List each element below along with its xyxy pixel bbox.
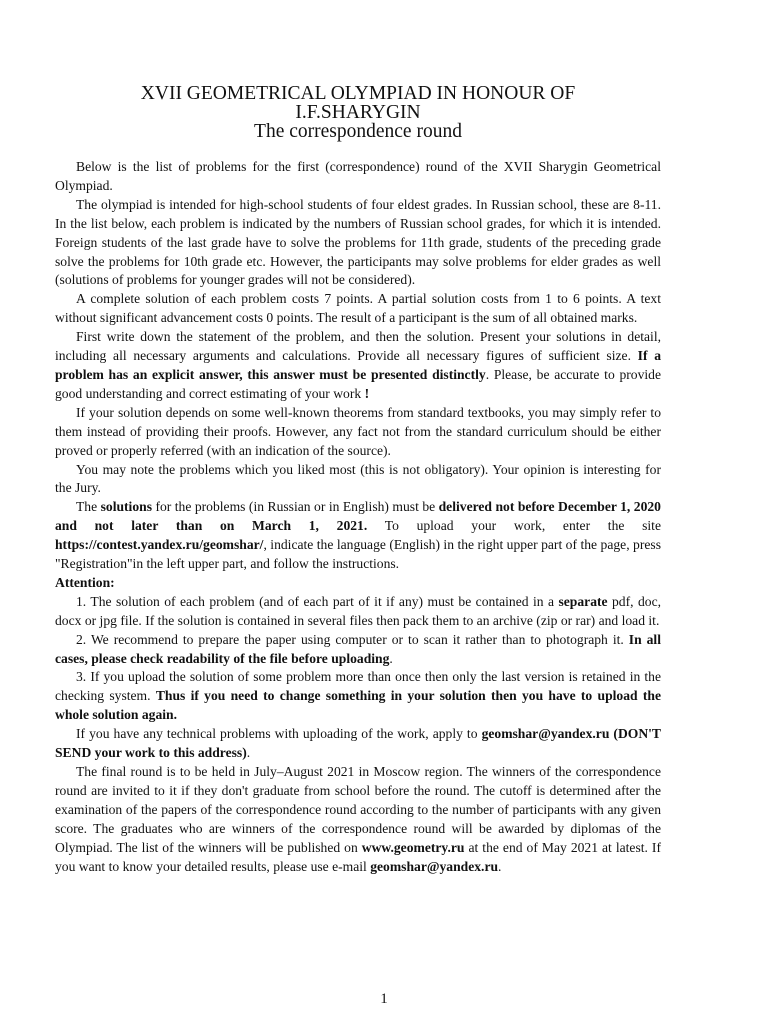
paragraph-theorems: If your solution depends on some well-known theorems from standard textbooks, you may simply refer to them instead of providing their proofs. However, any fact not from the standard curriculum should be either proved or properly referred (with an indication of the source). xyxy=(55,404,661,458)
emphasis-text: ! xyxy=(364,385,370,401)
attention-label: Attention: xyxy=(55,574,115,590)
title-line-2: I.F.SHARYGIN xyxy=(295,102,421,123)
text-segment: First write down the statement of the problem, and then the solution. Present your solutions in detail, including all necessary arguments and calculations. Provide all necessary figures of sufficient size. xyxy=(55,329,661,364)
text-segment: at the end of May 2021 at latest. If you want to know your detailed results, please use e-mail xyxy=(55,839,661,874)
paragraph-rule-2 xyxy=(55,631,661,669)
deadline-text: delivered not before December 1, 2020 and not later than on March 1, 2021. xyxy=(55,499,661,534)
text-segment: The final round is to be held in July–August 2021 in Moscow region. The winners of the correspondence round are invited to it if they don't graduate from school before the round. The cutoff is determined after the examination of the papers of the correspondence round according to the number of participants with any given score. The graduates who are winners of the correspondence round will be awarded by diplomas of the Olympiad. The list of the winners will be published on xyxy=(55,764,661,855)
paragraph-submission xyxy=(55,498,661,574)
text-segment: 1. The solution of each problem (and of each part of it if any) must be contained in a xyxy=(76,593,559,609)
text-segment: The xyxy=(76,499,101,515)
paragraph-rule-1 xyxy=(55,593,661,631)
email-link[interactable]: geomshar@yandex.ru (DON'T SEND your work to this address) xyxy=(55,726,661,761)
text-segment: 3. If you upload the solution of some problem more than once then only the last version is retained in the checking system. xyxy=(55,669,661,704)
attention-heading xyxy=(55,574,661,593)
geometry-site-link[interactable]: www.geometry.ru xyxy=(361,839,465,855)
document-page xyxy=(55,84,661,876)
paragraph-technical xyxy=(55,725,661,763)
paragraph-final-round xyxy=(55,763,661,876)
text-segment: . Please, be accurate to provide good understanding and correct estimating of your work xyxy=(55,366,661,401)
page-number: 1 xyxy=(380,991,388,1007)
paragraph-rule-3 xyxy=(55,668,661,725)
emphasis-text: solutions xyxy=(100,499,152,515)
text-segment: If you have any technical problems with uploading of the work, apply to xyxy=(76,726,482,742)
paragraph-scoring: A complete solution of each problem costs 7 points. A partial solution costs from 1 to 6 points. A text without significant advancement costs 0 points. The result of a participant is the sum of all obtained marks. xyxy=(55,291,661,326)
text-segment: To upload your work, enter the site xyxy=(367,518,661,534)
text-segment: pdf, doc, docx or jpg file. If the solution is contained in several files then pack them to an archive (zip or rar) and load it. xyxy=(55,593,662,628)
emphasis-text: separate xyxy=(558,593,608,609)
paragraph-opinion: You may note the problems which you liked most (this is not obligatory). Your opinion is interesting for the Jury. xyxy=(55,461,661,496)
text-segment: 2. We recommend to prepare the paper using computer or to scan it rather than to photograph it. xyxy=(76,631,629,647)
text-segment: . xyxy=(498,858,502,874)
paragraph-presentation xyxy=(55,328,661,404)
text-segment: for the problems (in Russian or in English) must be xyxy=(151,499,439,515)
paragraph-intro: Below is the list of problems for the first (correspondence) round of the XVII Sharygin Geometrical Olympiad. xyxy=(55,159,661,193)
title-line-3: The correspondence round xyxy=(254,121,462,142)
emphasis-text: In all cases, please check readability of the file before uploading xyxy=(55,631,661,666)
contest-site-link[interactable]: https://contest.yandex.ru/geomshar/ xyxy=(55,537,264,553)
paragraph-eligibility: The olympiad is intended for high-school students of four eldest grades. In Russian school, these are 8-11. In the list below, each problem is indicated by the numbers of Russian school grades, for which it is intended. Foreign students of the last grade have to solve the problems for 11th grade, students of the preceding grade solve the problems for 10th grade etc. However, the participants may solve problems for elder grades as well (solutions of problems for younger grades will not be considered). xyxy=(55,196,661,288)
text-segment: , indicate the language (English) in the right upper part of the page, press "Registration"in the left upper part, and follow the instructions. xyxy=(55,537,661,572)
document-title xyxy=(55,84,661,141)
text-segment: . xyxy=(246,745,251,761)
text-segment: . xyxy=(389,650,393,666)
document-body xyxy=(55,158,661,876)
emphasis-text: Thus if you need to change something in your solution then you have to upload the whole solution again. xyxy=(55,688,661,723)
title-line-1: XVII GEOMETRICAL OLYMPIAD IN HONOUR OF xyxy=(140,83,576,104)
emphasis-text: If a problem has an explicit answer, this answer must be presented distinctly xyxy=(55,348,661,382)
email-link[interactable]: geomshar@yandex.ru xyxy=(370,858,499,874)
